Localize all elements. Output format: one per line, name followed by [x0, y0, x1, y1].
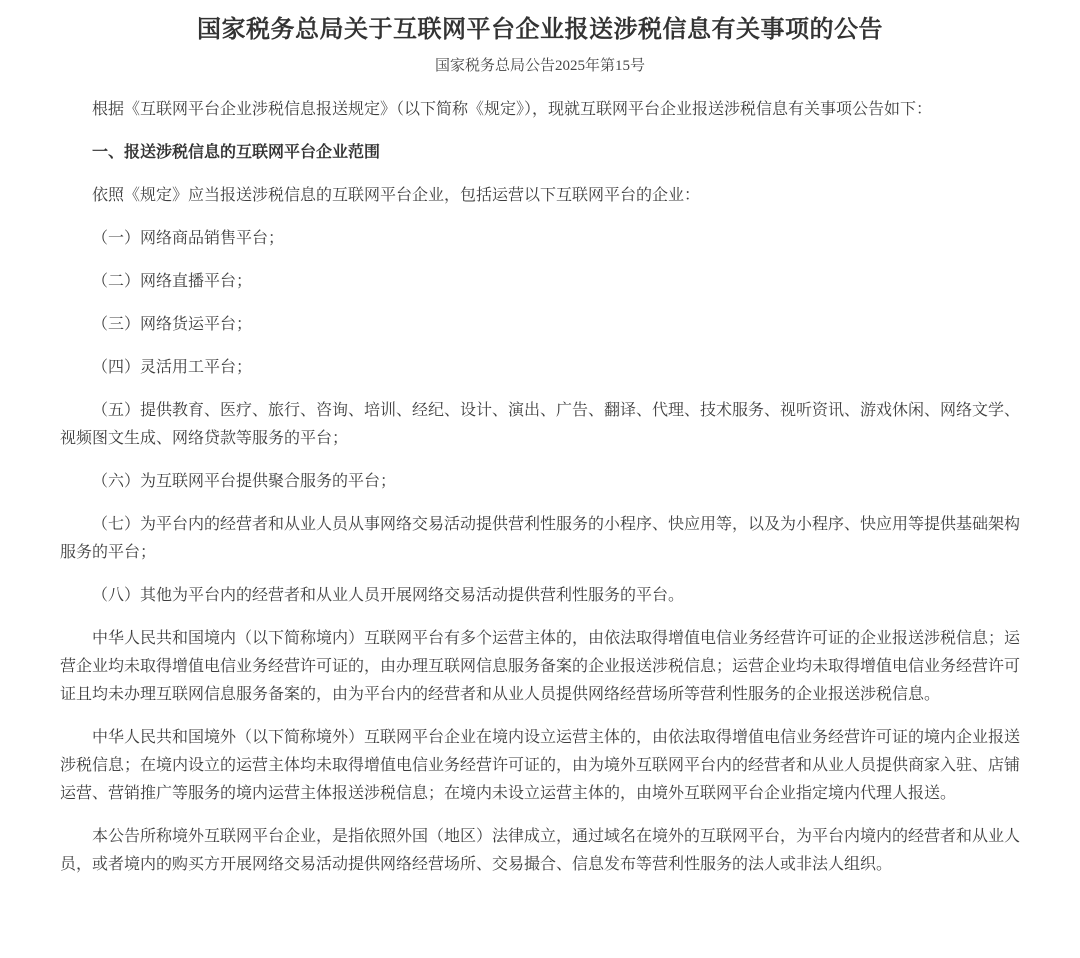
document-paragraph: （五）提供教育、医疗、旅行、咨询、培训、经纪、设计、演出、广告、翻译、代理、技术服务、视听资讯、游戏休闲、网络文学、视频图文生成、网络贷款等服务的平台；	[60, 402, 1021, 447]
document-paragraph: 中华人民共和国境外（以下简称境外）互联网平台企业在境内设立运营主体的，由依法取得增值电信业务经营许可证的境内企业报送涉税信息；在境内设立的运营主体均未取得增值电信业务经营许可证的，由为境外互联网平台内的经营者和从业人员提供商家入驻、店铺运营、营销推广等服务的境内运营主体报送涉税信息；在境内未设立运营主体的，由境外互联网平台企业指定境内代理人报送。	[60, 729, 1021, 802]
document-paragraph: 本公告所称境外互联网平台企业，是指依照外国（地区）法律成立，通过域名在境外的互联网平台，为平台内境内的经营者和从业人员，或者境内的购买方开展网络交易活动提供网络经营场所、交易撮合、信息发布等营利性服务的法人或非法人组织。	[60, 828, 1021, 873]
document-paragraph: （四）灵活用工平台；	[92, 359, 253, 376]
document-paragraph: （一）网络商品销售平台；	[92, 230, 285, 247]
document-body	[60, 96, 1020, 879]
document-paragraph: （六）为互联网平台提供聚合服务的平台；	[92, 473, 397, 490]
document-paragraph: （二）网络直播平台；	[92, 273, 253, 290]
document-paragraph: 中华人民共和国境内（以下简称境内）互联网平台有多个运营主体的，由依法取得增值电信业务经营许可证的企业报送涉税信息；运营企业均未取得增值电信业务经营许可证的，由办理互联网信息服务备案的企业报送涉税信息；运营企业均未取得增值电信业务经营许可证且均未办理互联网信息服务备案的，由为平台内的经营者和从业人员提供网络经营场所等营利性服务的企业报送涉税信息。	[60, 630, 1021, 703]
document-paragraph: 依照《规定》应当报送涉税信息的互联网平台企业，包括运营以下互联网平台的企业：	[92, 187, 701, 204]
document-paragraph: （三）网络货运平台；	[92, 316, 253, 333]
section-heading: 一、报送涉税信息的互联网平台企业范围	[92, 144, 381, 161]
document-paragraph: （八）其他为平台内的经营者和从业人员开展网络交易活动提供营利性服务的平台。	[92, 587, 685, 604]
document-number: 国家税务总局公告2025年第15号	[434, 58, 645, 74]
document-paragraph: （七）为平台内的经营者和从业人员从事网络交易活动提供营利性服务的小程序、快应用等，以及为小程序、快应用等提供基础架构服务的平台；	[60, 516, 1021, 561]
document-paragraph: 根据《互联网平台企业涉税信息报送规定》（以下简称《规定》），现就互联网平台企业报送涉税信息有关事项公告如下：	[92, 101, 933, 118]
document-title: 国家税务总局关于互联网平台企业报送涉税信息有关事项的公告	[197, 17, 883, 43]
